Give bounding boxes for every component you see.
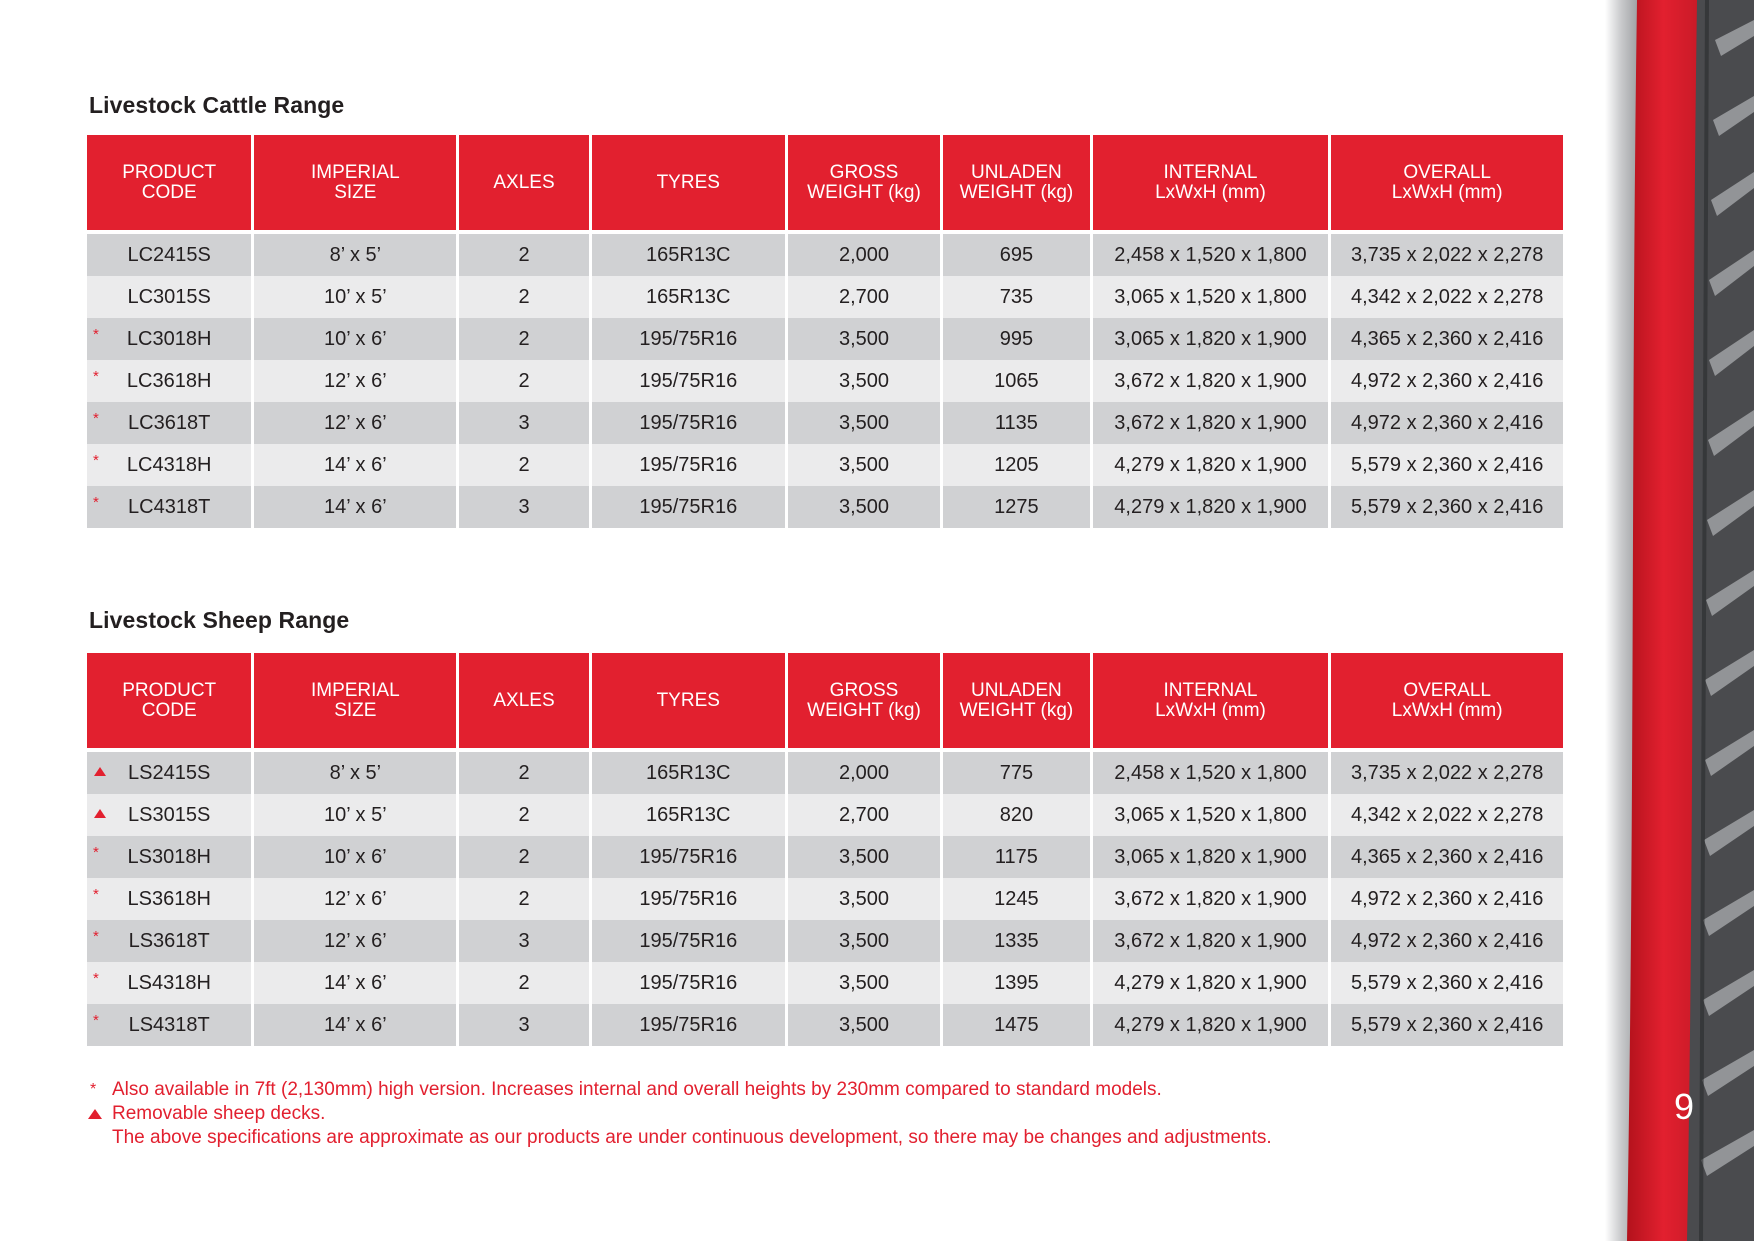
- cell-unladen-weight-text: 1275: [994, 495, 1039, 518]
- cell-gross-weight-text: 3,500: [838, 887, 890, 910]
- cell-internal-dims: [1093, 318, 1329, 360]
- cell-unladen-weight: [943, 486, 1090, 528]
- cell-axles: [459, 234, 588, 276]
- cell-imperial-size: [254, 962, 456, 1004]
- cell-tyres: [592, 1004, 785, 1046]
- cell-internal-dims: [1093, 234, 1329, 276]
- cell-internal-dims: [1093, 486, 1329, 528]
- header-unladen-weight: UNLADEN WEIGHT (kg): [943, 135, 1090, 230]
- footnote-star-text: Also available in 7ft (2,130mm) high version. Increases internal and overall heights by 230mm compared to standard models.: [112, 1079, 1162, 1100]
- cell-internal-dims-text: 3,065 x 1,820 x 1,900: [1114, 845, 1307, 868]
- cell-imperial-size: [254, 878, 456, 920]
- cell-tyres-text: 165R13C: [646, 761, 731, 784]
- cell-imperial-size: [254, 836, 456, 878]
- cell-gross-weight: [788, 794, 940, 836]
- cell-imperial-size-text: 10’ x 6’: [324, 327, 387, 350]
- cell-tyres: [592, 920, 785, 962]
- cell-product-code-text: LC2415S: [127, 243, 211, 266]
- cell-overall-dims-text: 4,972 x 2,360 x 2,416: [1350, 369, 1544, 392]
- table-row: [87, 486, 1563, 528]
- asterisk-icon: *: [90, 1081, 97, 1098]
- cell-unladen-weight: [943, 234, 1090, 276]
- cell-axles: [459, 1004, 588, 1046]
- header-product-code: PRODUCT CODE: [87, 135, 251, 230]
- header-gross-weight: GROSS WEIGHT (kg): [788, 653, 940, 748]
- cell-axles: [459, 318, 588, 360]
- cell-internal-dims-text: 3,672 x 1,820 x 1,900: [1114, 929, 1307, 952]
- cell-tyres-text: 195/75R16: [639, 887, 738, 910]
- footnote-triangle: [88, 1102, 1488, 1126]
- asterisk-icon: *: [93, 494, 99, 511]
- cell-imperial-size-text: 14’ x 6’: [324, 971, 387, 994]
- cell-overall-dims-text: 5,579 x 2,360 x 2,416: [1350, 495, 1544, 518]
- cell-imperial-size-text: 12’ x 6’: [324, 369, 387, 392]
- cell-product-code: [87, 962, 251, 1004]
- cell-unladen-weight: [943, 920, 1090, 962]
- table-row: [87, 276, 1563, 318]
- cell-product-code: [87, 920, 251, 962]
- table-row: [87, 360, 1563, 402]
- cell-product-code: [87, 486, 251, 528]
- cell-product-code-text: LS3018H: [127, 845, 211, 868]
- cell-axles: [459, 878, 588, 920]
- asterisk-icon: *: [93, 970, 99, 987]
- cell-axles-text: 3: [518, 495, 530, 518]
- cell-axles: [459, 920, 588, 962]
- cell-gross-weight-text: 3,500: [838, 929, 890, 952]
- cell-axles-text: 2: [518, 285, 530, 308]
- cell-internal-dims: [1093, 920, 1329, 962]
- cell-imperial-size: [254, 234, 456, 276]
- cell-imperial-size: [254, 276, 456, 318]
- cell-overall-dims: [1331, 444, 1563, 486]
- cell-product-code-text: LC4318T: [128, 495, 211, 518]
- cell-unladen-weight-text: 1135: [994, 411, 1038, 434]
- header-unladen-weight: UNLADEN WEIGHT (kg): [943, 653, 1090, 748]
- cell-tyres: [592, 836, 785, 878]
- cell-gross-weight: [788, 318, 940, 360]
- cell-product-code: [87, 444, 251, 486]
- header-imperial-size: IMPERIAL SIZE: [254, 653, 456, 748]
- asterisk-icon: *: [93, 844, 99, 861]
- cell-tyres-text: 195/75R16: [639, 327, 738, 350]
- cell-unladen-weight: [943, 836, 1090, 878]
- cell-tyres: [592, 360, 785, 402]
- cell-tyres-text: 195/75R16: [639, 495, 738, 518]
- cell-imperial-size-text: 14’ x 6’: [324, 495, 387, 518]
- cell-overall-dims: [1331, 360, 1563, 402]
- cell-imperial-size-text: 8’ x 5’: [329, 243, 382, 266]
- page-number: 9: [1673, 1086, 1695, 1127]
- cell-unladen-weight-text: 695: [999, 243, 1034, 266]
- cell-internal-dims: [1093, 878, 1329, 920]
- cell-gross-weight: [788, 920, 940, 962]
- cell-tyres-text: 195/75R16: [639, 971, 738, 994]
- cell-axles: [459, 486, 588, 528]
- cell-product-code: [87, 1004, 251, 1046]
- cell-axles-text: 3: [518, 1013, 530, 1036]
- cell-gross-weight: [788, 836, 940, 878]
- cell-gross-weight-text: 3,500: [838, 327, 890, 350]
- cattle-range-title: Livestock Cattle Range: [89, 92, 345, 118]
- sheep-spec-table: [84, 653, 1566, 1046]
- cell-gross-weight-text: 2,000: [838, 761, 890, 784]
- table-row: [87, 752, 1563, 794]
- cell-internal-dims: [1093, 276, 1329, 318]
- cell-unladen-weight: [943, 962, 1090, 1004]
- cell-internal-dims-text: 4,279 x 1,820 x 1,900: [1114, 495, 1307, 518]
- cell-product-code: [87, 234, 251, 276]
- cell-overall-dims-text: 5,579 x 2,360 x 2,416: [1350, 453, 1544, 476]
- cell-overall-dims: [1331, 752, 1563, 794]
- cell-overall-dims-text: 5,579 x 2,360 x 2,416: [1350, 1013, 1544, 1036]
- cell-gross-weight-text: 2,000: [838, 243, 890, 266]
- cell-unladen-weight-text: 735: [999, 285, 1034, 308]
- cell-product-code-text: LC3018H: [126, 327, 212, 350]
- table-header-row: [87, 135, 1563, 230]
- cell-gross-weight: [788, 276, 940, 318]
- footnotes: [88, 1078, 1488, 1150]
- cell-axles: [459, 402, 588, 444]
- cell-unladen-weight-text: 1205: [994, 453, 1039, 476]
- cell-gross-weight: [788, 962, 940, 1004]
- header-tyres: TYRES: [592, 135, 785, 230]
- table-row: [87, 836, 1563, 878]
- cell-axles-text: 2: [518, 369, 530, 392]
- cell-overall-dims-text: 4,365 x 2,360 x 2,416: [1350, 327, 1544, 350]
- cell-tyres-text: 165R13C: [646, 803, 731, 826]
- cell-overall-dims: [1331, 486, 1563, 528]
- cell-internal-dims: [1093, 962, 1329, 1004]
- cell-internal-dims: [1093, 444, 1329, 486]
- cell-overall-dims-text: 5,579 x 2,360 x 2,416: [1350, 971, 1544, 994]
- asterisk-icon: *: [93, 886, 99, 903]
- cell-axles-text: 2: [518, 887, 530, 910]
- table-row: [87, 962, 1563, 1004]
- cell-imperial-size: [254, 1004, 456, 1046]
- cell-axles: [459, 276, 588, 318]
- cell-product-code: [87, 878, 251, 920]
- cell-product-code-text: LC3618H: [126, 369, 212, 392]
- asterisk-icon: *: [93, 326, 99, 343]
- cell-overall-dims: [1331, 276, 1563, 318]
- cell-product-code: [87, 836, 251, 878]
- cell-internal-dims: [1093, 360, 1329, 402]
- cell-imperial-size-text: 14’ x 6’: [324, 453, 387, 476]
- asterisk-icon: *: [93, 1012, 99, 1029]
- cell-product-code-text: LS3618H: [127, 887, 211, 910]
- cell-overall-dims-text: 4,342 x 2,022 x 2,278: [1350, 285, 1544, 308]
- cell-overall-dims-text: 3,735 x 2,022 x 2,278: [1350, 243, 1544, 266]
- cell-tyres-text: 195/75R16: [639, 453, 738, 476]
- cell-tyres: [592, 402, 785, 444]
- cell-imperial-size-text: 12’ x 6’: [324, 887, 387, 910]
- cell-gross-weight: [788, 444, 940, 486]
- cell-product-code-text: LC3618T: [128, 411, 211, 434]
- cell-imperial-size: [254, 794, 456, 836]
- asterisk-icon: *: [93, 410, 99, 427]
- cell-tyres-text: 195/75R16: [639, 929, 738, 952]
- cell-gross-weight-text: 3,500: [838, 453, 890, 476]
- cell-axles: [459, 794, 588, 836]
- cell-product-code-text: LC3015S: [127, 285, 211, 308]
- cell-internal-dims-text: 4,279 x 1,820 x 1,900: [1114, 971, 1307, 994]
- cell-imperial-size-text: 10’ x 5’: [324, 285, 387, 308]
- cell-axles-text: 2: [518, 453, 530, 476]
- table-row: [87, 920, 1563, 962]
- cell-product-code: [87, 360, 251, 402]
- cell-gross-weight-text: 2,700: [838, 285, 890, 308]
- cell-axles-text: 2: [518, 803, 530, 826]
- table-row: [87, 402, 1563, 444]
- cell-gross-weight: [788, 402, 940, 444]
- cell-unladen-weight: [943, 360, 1090, 402]
- header-axles: AXLES: [459, 653, 588, 748]
- cell-tyres: [592, 318, 785, 360]
- cell-tyres-text: 165R13C: [646, 243, 731, 266]
- cell-axles: [459, 836, 588, 878]
- decorative-tyre-strip: [1605, 0, 1754, 1241]
- cell-imperial-size-text: 10’ x 6’: [324, 845, 387, 868]
- cell-product-code-text: LS4318H: [127, 971, 211, 994]
- cell-unladen-weight: [943, 794, 1090, 836]
- cell-tyres-text: 195/75R16: [639, 845, 738, 868]
- cell-axles: [459, 962, 588, 1004]
- cell-axles: [459, 444, 588, 486]
- cell-imperial-size-text: 8’ x 5’: [329, 761, 382, 784]
- asterisk-icon: *: [93, 928, 99, 945]
- table-row: [87, 234, 1563, 276]
- cell-gross-weight-text: 3,500: [838, 411, 890, 434]
- cell-product-code: [87, 752, 251, 794]
- cell-internal-dims: [1093, 836, 1329, 878]
- cell-gross-weight-text: 3,500: [838, 971, 890, 994]
- cell-axles-text: 2: [518, 243, 530, 266]
- footnote-disclaimer: [88, 1126, 1488, 1150]
- cell-overall-dims-text: 3,735 x 2,022 x 2,278: [1350, 761, 1544, 784]
- table-row: [87, 878, 1563, 920]
- footnote-triangle-text: Removable sheep decks.: [112, 1103, 326, 1124]
- cell-imperial-size: [254, 486, 456, 528]
- footnote-star: [88, 1078, 1488, 1102]
- header-overall-dims: OVERALL LxWxH (mm): [1331, 135, 1563, 230]
- asterisk-icon: *: [93, 368, 99, 385]
- sheep-range-title: Livestock Sheep Range: [89, 607, 350, 633]
- cell-overall-dims: [1331, 836, 1563, 878]
- cell-unladen-weight: [943, 878, 1090, 920]
- table-row: [87, 1004, 1563, 1046]
- cell-product-code: [87, 402, 251, 444]
- cell-product-code-text: LS2415S: [128, 761, 211, 784]
- cell-overall-dims: [1331, 234, 1563, 276]
- cell-imperial-size: [254, 920, 456, 962]
- cell-axles: [459, 752, 588, 794]
- cell-imperial-size-text: 14’ x 6’: [324, 1013, 387, 1036]
- cell-gross-weight: [788, 1004, 940, 1046]
- cell-tyres: [592, 752, 785, 794]
- header-internal-dims: INTERNAL LxWxH (mm): [1093, 135, 1329, 230]
- cell-internal-dims: [1093, 1004, 1329, 1046]
- cell-unladen-weight-text: 995: [999, 327, 1034, 350]
- cell-product-code-text: LS4318T: [128, 1013, 210, 1036]
- cell-overall-dims: [1331, 318, 1563, 360]
- table-row: [87, 444, 1563, 486]
- cell-internal-dims: [1093, 794, 1329, 836]
- cell-internal-dims-text: 4,279 x 1,820 x 1,900: [1114, 1013, 1307, 1036]
- triangle-icon: [94, 767, 106, 776]
- cell-unladen-weight-text: 1395: [994, 971, 1039, 994]
- cell-imperial-size-text: 12’ x 6’: [324, 411, 387, 434]
- cell-imperial-size: [254, 402, 456, 444]
- cell-gross-weight-text: 3,500: [838, 495, 890, 518]
- header-imperial-size: IMPERIAL SIZE: [254, 135, 456, 230]
- cell-overall-dims: [1331, 878, 1563, 920]
- cell-product-code: [87, 318, 251, 360]
- table-row: [87, 794, 1563, 836]
- cell-internal-dims-text: 3,672 x 1,820 x 1,900: [1114, 411, 1307, 434]
- triangle-icon: [88, 1109, 102, 1119]
- cell-overall-dims-text: 4,972 x 2,360 x 2,416: [1350, 887, 1544, 910]
- cell-axles: [459, 360, 588, 402]
- cell-internal-dims-text: 3,065 x 1,520 x 1,800: [1114, 803, 1307, 826]
- cell-internal-dims-text: 2,458 x 1,520 x 1,800: [1114, 761, 1307, 784]
- cell-overall-dims: [1331, 402, 1563, 444]
- header-overall-dims: OVERALL LxWxH (mm): [1331, 653, 1563, 748]
- cell-tyres: [592, 878, 785, 920]
- cell-product-code-text: LS3015S: [128, 803, 211, 826]
- cell-product-code: [87, 276, 251, 318]
- cell-internal-dims-text: 4,279 x 1,820 x 1,900: [1114, 453, 1307, 476]
- cell-overall-dims-text: 4,365 x 2,360 x 2,416: [1350, 845, 1544, 868]
- cell-tyres: [592, 962, 785, 1004]
- cell-overall-dims-text: 4,972 x 2,360 x 2,416: [1350, 929, 1544, 952]
- table-row: [87, 318, 1563, 360]
- cell-unladen-weight-text: 1475: [994, 1013, 1039, 1036]
- cell-unladen-weight-text: 1335: [994, 929, 1039, 952]
- cell-unladen-weight: [943, 444, 1090, 486]
- cell-overall-dims: [1331, 920, 1563, 962]
- table-header-row: [87, 653, 1563, 748]
- cell-tyres-text: 195/75R16: [639, 1013, 738, 1036]
- cell-axles-text: 2: [518, 761, 530, 784]
- cell-overall-dims-text: 4,972 x 2,360 x 2,416: [1350, 411, 1544, 434]
- cell-axles-text: 3: [518, 411, 530, 434]
- cell-unladen-weight-text: 1175: [994, 845, 1038, 868]
- cell-gross-weight-text: 3,500: [838, 845, 890, 868]
- cell-unladen-weight: [943, 318, 1090, 360]
- cell-internal-dims-text: 3,672 x 1,820 x 1,900: [1114, 369, 1307, 392]
- cell-unladen-weight-text: 775: [999, 761, 1034, 784]
- cell-imperial-size: [254, 444, 456, 486]
- cell-overall-dims: [1331, 794, 1563, 836]
- cell-axles-text: 2: [518, 971, 530, 994]
- header-axles: AXLES: [459, 135, 588, 230]
- cell-unladen-weight: [943, 276, 1090, 318]
- triangle-icon: [94, 809, 106, 818]
- cell-gross-weight: [788, 752, 940, 794]
- cell-tyres: [592, 444, 785, 486]
- cell-tyres: [592, 276, 785, 318]
- cell-overall-dims: [1331, 1004, 1563, 1046]
- cell-imperial-size: [254, 318, 456, 360]
- footnote-disclaimer-text: The above specifications are approximate as our products are under continuous development, so there may be changes and adjustments.: [112, 1127, 1272, 1148]
- cell-tyres: [592, 794, 785, 836]
- cell-axles-text: 2: [518, 327, 530, 350]
- cell-axles-text: 2: [518, 845, 530, 868]
- cell-tyres-text: 165R13C: [646, 285, 731, 308]
- cell-overall-dims: [1331, 962, 1563, 1004]
- cell-tyres-text: 195/75R16: [639, 411, 738, 434]
- cell-unladen-weight: [943, 752, 1090, 794]
- cell-imperial-size: [254, 752, 456, 794]
- cell-unladen-weight-text: 820: [999, 803, 1034, 826]
- header-tyres: TYRES: [592, 653, 785, 748]
- cell-internal-dims-text: 3,672 x 1,820 x 1,900: [1114, 887, 1307, 910]
- cell-imperial-size-text: 10’ x 5’: [324, 803, 387, 826]
- cell-gross-weight-text: 2,700: [838, 803, 890, 826]
- header-gross-weight: GROSS WEIGHT (kg): [788, 135, 940, 230]
- cell-overall-dims-text: 4,342 x 2,022 x 2,278: [1350, 803, 1544, 826]
- cell-gross-weight: [788, 878, 940, 920]
- cell-imperial-size: [254, 360, 456, 402]
- cell-tyres-text: 195/75R16: [639, 369, 738, 392]
- cell-unladen-weight: [943, 1004, 1090, 1046]
- header-internal-dims: INTERNAL LxWxH (mm): [1093, 653, 1329, 748]
- cell-unladen-weight-text: 1065: [994, 369, 1039, 392]
- cell-unladen-weight: [943, 402, 1090, 444]
- cell-gross-weight: [788, 486, 940, 528]
- cell-imperial-size-text: 12’ x 6’: [324, 929, 387, 952]
- cell-internal-dims-text: 2,458 x 1,520 x 1,800: [1114, 243, 1307, 266]
- cell-gross-weight-text: 3,500: [838, 1013, 890, 1036]
- asterisk-icon: *: [93, 452, 99, 469]
- cell-unladen-weight-text: 1245: [994, 887, 1039, 910]
- cell-product-code-text: LC4318H: [126, 453, 212, 476]
- cell-internal-dims: [1093, 402, 1329, 444]
- cell-product-code: [87, 794, 251, 836]
- cell-internal-dims-text: 3,065 x 1,520 x 1,800: [1114, 285, 1307, 308]
- header-product-code: PRODUCT CODE: [87, 653, 251, 748]
- cell-gross-weight: [788, 234, 940, 276]
- cell-internal-dims-text: 3,065 x 1,820 x 1,900: [1114, 327, 1307, 350]
- cell-tyres: [592, 486, 785, 528]
- cell-gross-weight: [788, 360, 940, 402]
- cell-internal-dims: [1093, 752, 1329, 794]
- cell-gross-weight-text: 3,500: [838, 369, 890, 392]
- cell-product-code-text: LS3618T: [128, 929, 210, 952]
- cell-tyres: [592, 234, 785, 276]
- cattle-spec-table: [84, 135, 1566, 528]
- cell-axles-text: 3: [518, 929, 530, 952]
